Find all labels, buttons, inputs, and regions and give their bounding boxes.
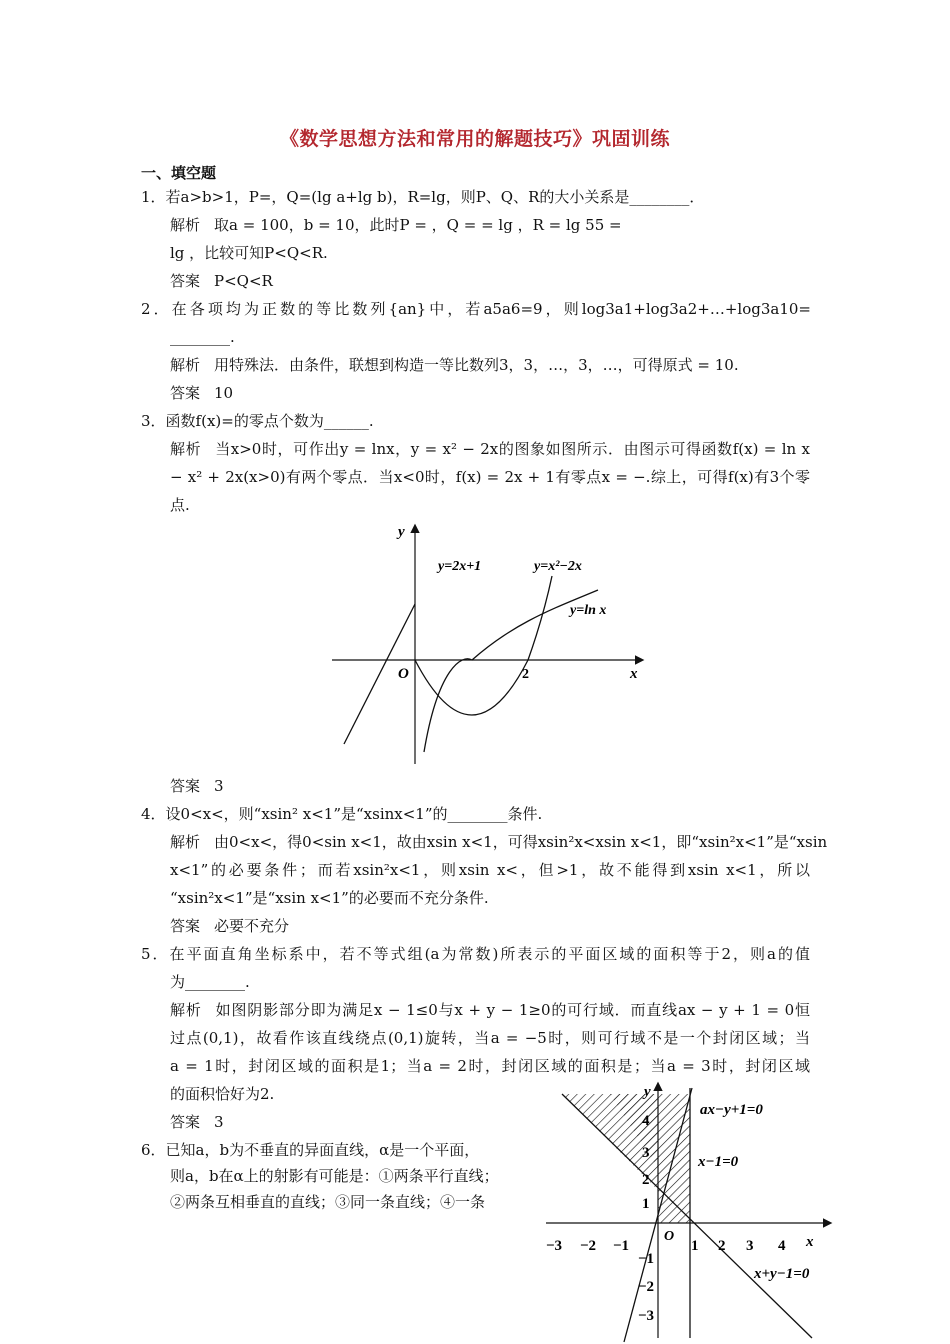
question-1: 1．若a>b>1，P=，Q=(lg a+lg b)，R=lg，则P、Q、R的大小关系是________． bbox=[141, 188, 705, 206]
question-6: 6．已知a，b为不垂直的异面直线，α是一个平面， bbox=[141, 1141, 480, 1159]
q3-analysis bbox=[170, 439, 810, 459]
analysis-label: 解析 bbox=[170, 1001, 202, 1019]
y-axis-label: y bbox=[398, 524, 405, 540]
answer-label: 答案 bbox=[170, 384, 201, 402]
q4-analysis-line2: x<1”的必要条件；而若xsin²x<1，则xsin x<，但>1，故不能得到xsin x<1，所以 bbox=[170, 861, 810, 879]
q1-analysis-line2: lg ，比较可知P<Q<R. bbox=[170, 244, 328, 262]
q3-answer-text: 3 bbox=[214, 777, 224, 795]
q2-answer bbox=[170, 383, 233, 403]
q1-answer-text: P<Q<R bbox=[214, 272, 273, 290]
x-tick-2: 2 bbox=[718, 1238, 726, 1254]
q2-answer-text: 10 bbox=[214, 384, 234, 402]
origin-label: O bbox=[398, 666, 409, 682]
tick-2-label: 2 bbox=[522, 667, 529, 682]
q2-analysis bbox=[170, 355, 739, 375]
q1-answer bbox=[170, 271, 273, 291]
analysis-label: 解析 bbox=[170, 216, 201, 234]
q5-feasible-region-graph bbox=[540, 1080, 840, 1344]
q3-analysis-line2: − x² + 2x(x>0)有两个零点．当x<0时，f(x) = 2x + 1有零点x = −.综上，可得f(x)有3个零 bbox=[170, 468, 810, 486]
analysis-label: 解析 bbox=[170, 440, 202, 458]
question-5-line2: 为________. bbox=[170, 973, 250, 991]
question-6-line3: ②两条互相垂直的直线；③同一条直线；④一条 bbox=[170, 1193, 486, 1211]
q3-analysis-line3: 点. bbox=[170, 496, 190, 514]
q2-analysis-line1: 用特殊法．由条件，联想到构造一等比数列3，3，…，3，…，可得原式 = 10. bbox=[214, 356, 739, 374]
q5-answer bbox=[170, 1112, 224, 1132]
y-tick-3: 3 bbox=[642, 1145, 650, 1161]
x-tick-neg3: −3 bbox=[546, 1238, 563, 1254]
q1-analysis bbox=[170, 215, 622, 235]
q3-function-graph bbox=[330, 518, 650, 768]
question-4: 4．设0<x<，则“xsin² x<1”是“xsinx<1”的________条件. bbox=[141, 805, 543, 823]
answer-label: 答案 bbox=[170, 272, 201, 290]
answer-label: 答案 bbox=[170, 917, 201, 935]
question-2-line2: ________. bbox=[170, 328, 235, 346]
x-tick-neg1: −1 bbox=[613, 1238, 630, 1254]
answer-label: 答案 bbox=[170, 777, 201, 795]
page-title: 《数学思想方法和常用的解题技巧》巩固训练 bbox=[279, 128, 670, 150]
y-tick-1: 1 bbox=[642, 1196, 650, 1212]
answer-label: 答案 bbox=[170, 1113, 201, 1131]
y-tick-4: 4 bbox=[642, 1113, 650, 1129]
q4-answer bbox=[170, 916, 289, 936]
y-tick-neg2: −2 bbox=[638, 1279, 655, 1295]
parabola-equation-label: y=x²−2x bbox=[534, 559, 582, 574]
q5-answer-text: 3 bbox=[214, 1113, 224, 1131]
q3-answer bbox=[170, 776, 224, 796]
line-a-label: ax−y+1=0 bbox=[700, 1102, 763, 1118]
x-tick-3: 3 bbox=[746, 1238, 754, 1254]
q5-analysis-line3: a = 1时，封闭区域的面积是1；当a = 2时，封闭区域的面积是；当a = 3时，封闭区域 bbox=[170, 1057, 810, 1075]
question-6-line2: 则a，b在α上的射影有可能是：①两条平行直线； bbox=[170, 1167, 499, 1185]
y-tick-2: 2 bbox=[642, 1172, 650, 1188]
q4-analysis bbox=[170, 832, 828, 852]
q4-analysis-line3: “xsin²x<1”是“xsin x<1”的必要而不充分条件. bbox=[170, 889, 489, 907]
q5-analysis-line1: 如图阴影部分即为满足x − 1≤0与x + y − 1≥0的可行域．而直线ax − y + 1 = 0恒 bbox=[215, 1001, 810, 1019]
q1-analysis-line1: 取a = 100，b = 10，此时P = ，Q = = lg ，R = lg 55 = bbox=[214, 216, 622, 234]
analysis-label: 解析 bbox=[170, 833, 201, 851]
section-heading: 一、填空题 bbox=[141, 164, 217, 182]
question-2: 2．在各项均为正数的等比数列{an}中，若a5a6=9，则log3a1+log3a2+…+log3a10= bbox=[141, 300, 811, 318]
question-3: 3．函数f(x)=的零点个数为______. bbox=[141, 412, 374, 430]
analysis-label: 解析 bbox=[170, 356, 201, 374]
line-c-label: x+y−1=0 bbox=[754, 1266, 810, 1282]
ln-equation-label: y=ln x bbox=[570, 603, 607, 618]
origin-label: O bbox=[664, 1229, 675, 1244]
line-b-label: x−1=0 bbox=[698, 1154, 739, 1170]
x-tick-1: 1 bbox=[691, 1238, 699, 1254]
line-equation-label: y=2x+1 bbox=[438, 559, 482, 574]
q4-answer-text: 必要不充分 bbox=[214, 917, 290, 935]
x-tick-neg2: −2 bbox=[580, 1238, 597, 1254]
q3-analysis-line1: 当x>0时，可作出y = lnx，y = x² − 2x的图象如图所示．由图示可得函数f(x) = ln x bbox=[215, 440, 810, 458]
question-5: 5．在平面直角坐标系中，若不等式组(a为常数)所表示的平面区域的面积等于2，则a的值 bbox=[141, 945, 810, 963]
q4-analysis-line1: 由0<x<，得0<sin x<1，故由xsin x<1，可得xsin²x<xsin x<1，即“xsin²x<1”是“xsin bbox=[214, 833, 828, 851]
parabola-curve bbox=[415, 576, 552, 715]
x-axis-label: x bbox=[806, 1234, 814, 1250]
q5-analysis bbox=[170, 1000, 810, 1020]
x-axis-label: x bbox=[630, 666, 638, 682]
y-axis-label: y bbox=[644, 1084, 651, 1100]
y-tick-neg1: −1 bbox=[638, 1251, 655, 1267]
x-tick-4: 4 bbox=[778, 1238, 786, 1254]
y-tick-neg3: −3 bbox=[638, 1308, 655, 1324]
q5-analysis-line4: 的面积恰好为2. bbox=[170, 1085, 275, 1103]
q5-analysis-line2: 过点(0,1)，故看作该直线绕点(0,1)旋转，当a = −5时，则可行域不是一个封闭区域；当 bbox=[170, 1029, 810, 1047]
